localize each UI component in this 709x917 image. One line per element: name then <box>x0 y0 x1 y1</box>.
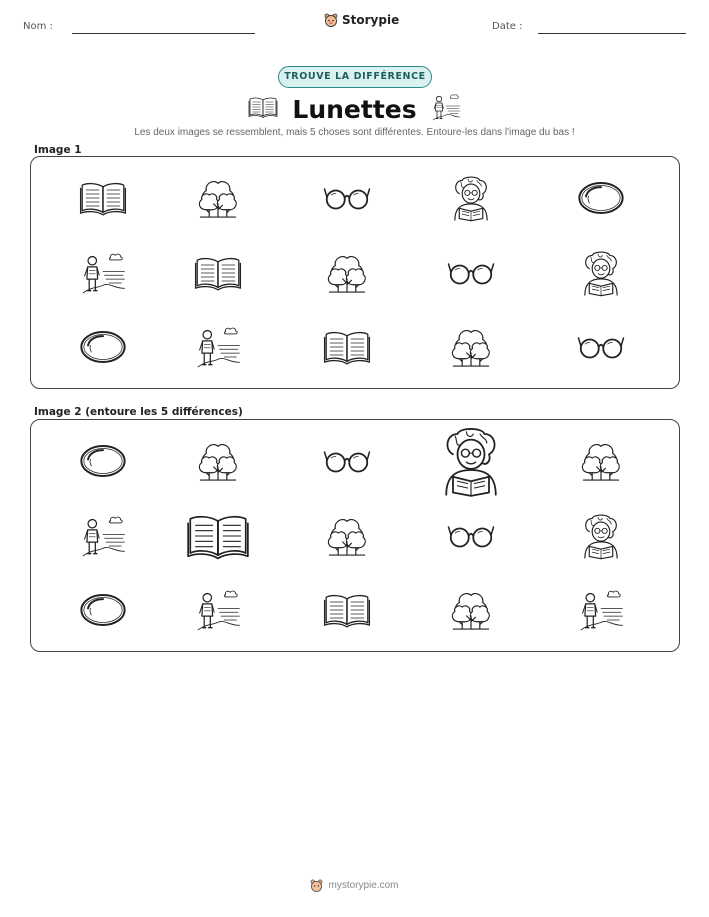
bear-icon <box>310 879 323 892</box>
image1-glasses-icon <box>577 332 625 362</box>
image1-glasses-icon <box>447 258 495 288</box>
title-row <box>0 92 709 127</box>
image1-boy-lake-icon <box>80 250 126 296</box>
image2-book-large-icon[interactable] <box>186 512 250 560</box>
image2-trees-icon[interactable] <box>325 514 369 558</box>
image2-label: Image 2 (entoure les 5 différences) <box>34 406 243 418</box>
image2-boy-lake-icon[interactable] <box>195 587 241 633</box>
image1-book-icon <box>194 255 242 291</box>
image2-glasses-icon[interactable] <box>447 521 495 551</box>
footer <box>0 879 709 892</box>
image1-glasses-icon <box>323 183 371 213</box>
image2-trees-icon[interactable] <box>579 439 623 483</box>
image2-grandma-large-icon[interactable] <box>437 425 505 497</box>
date-line[interactable] <box>538 33 686 34</box>
image2-grandma-icon[interactable] <box>579 512 623 560</box>
instructions: Les deux images se ressemblent, mais 5 choses sont différentes. Entoure-les dans l'image du bas ! <box>134 127 575 138</box>
image2-panel[interactable] <box>30 419 680 652</box>
image1-panel <box>30 156 680 389</box>
image1-boy-lake-icon <box>195 324 241 370</box>
name-line[interactable] <box>72 33 255 34</box>
bear-icon <box>324 13 338 27</box>
image1-book-icon <box>79 180 127 216</box>
activity-badge: TROUVE LA DIFFÉRENCE <box>278 66 432 88</box>
image1-lens-icon <box>78 328 128 366</box>
image2-boy-lake-icon[interactable] <box>578 587 624 633</box>
image1-book-icon <box>323 329 371 365</box>
footer-url: mystorypie.com <box>328 880 399 891</box>
image1-label: Image 1 <box>34 144 82 156</box>
image2-lens-icon[interactable] <box>78 442 128 480</box>
name-label: Nom : <box>23 21 53 32</box>
image1-grandma-icon <box>579 249 623 297</box>
brand-logo <box>324 13 399 27</box>
brand-name: Storypie <box>342 13 400 27</box>
page-title: Lunettes <box>292 95 417 124</box>
image1-lens-icon <box>576 179 626 217</box>
image2-trees-icon[interactable] <box>449 588 493 632</box>
book-icon <box>248 95 278 124</box>
image2-boy-lake-icon[interactable] <box>80 513 126 559</box>
image1-trees-icon <box>196 176 240 220</box>
image2-glasses-icon[interactable] <box>323 446 371 476</box>
image1-grandma-icon <box>449 174 493 222</box>
boy-lake-icon <box>431 92 461 127</box>
image1-trees-icon <box>449 325 493 369</box>
date-label: Date : <box>492 21 523 32</box>
image2-book-icon[interactable] <box>323 592 371 628</box>
image2-lens-icon[interactable] <box>78 591 128 629</box>
image2-trees-icon[interactable] <box>196 439 240 483</box>
image1-trees-icon <box>325 251 369 295</box>
